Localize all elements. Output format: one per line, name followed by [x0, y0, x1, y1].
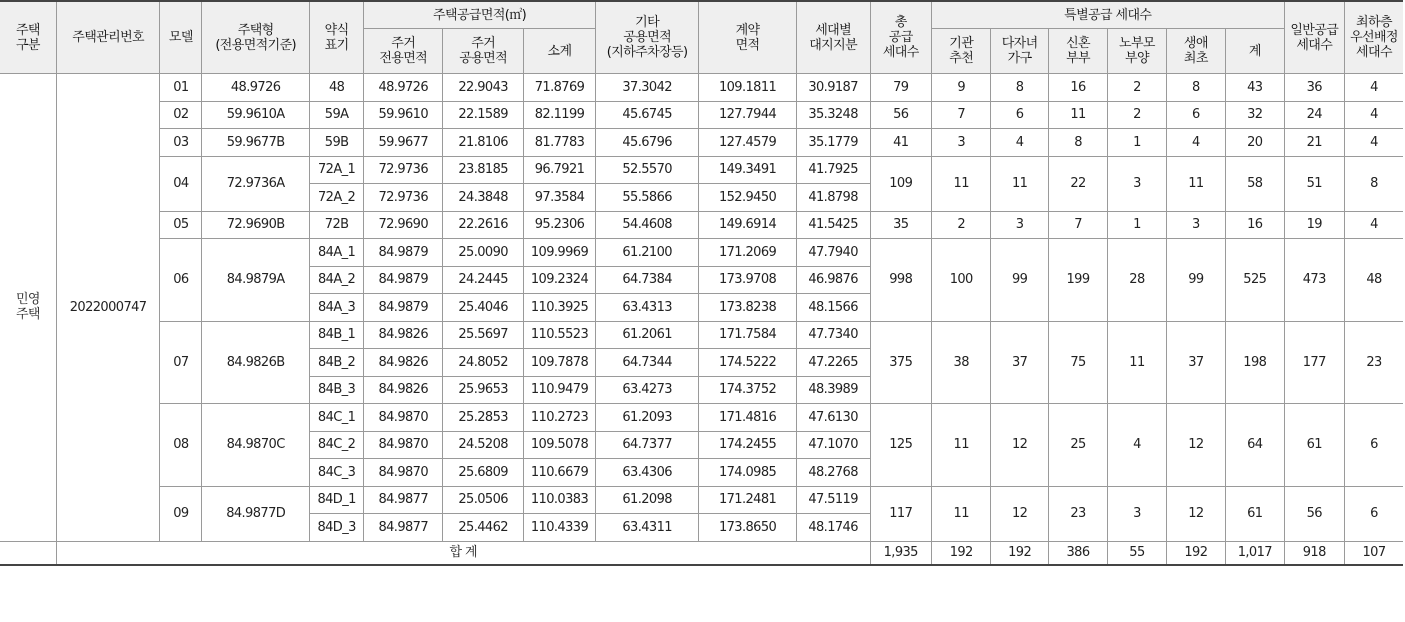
abbr-cell: 84B_1 [309, 321, 363, 349]
low-floor-cell: 48 [1344, 239, 1403, 322]
first-life-cell: 4 [1166, 129, 1225, 157]
multi-child-cell: 37 [991, 321, 1048, 404]
multi-child-cell: 12 [991, 404, 1048, 487]
newlywed-cell: 25 [1048, 404, 1107, 487]
common-area-cell: 21.8106 [443, 129, 524, 157]
housing-size-cell: 84.9870C [202, 404, 310, 487]
contract-area-cell: 149.3491 [699, 156, 796, 184]
institution-cell: 38 [932, 321, 991, 404]
general-supply-cell: 19 [1284, 211, 1344, 239]
low-floor-cell: 4 [1344, 101, 1403, 129]
total-label: 합 계 [56, 541, 870, 565]
table-row [0, 486, 1403, 514]
contract-area-cell: 109.1811 [699, 74, 796, 102]
abbr-cell: 59B [309, 129, 363, 157]
first-life-cell: 99 [1166, 239, 1225, 322]
other-common-cell: 61.2093 [595, 404, 699, 432]
special-total-cell: 61 [1226, 486, 1284, 541]
general-supply-cell: 177 [1284, 321, 1344, 404]
multi-child-cell: 6 [991, 101, 1048, 129]
common-area-cell: 25.5697 [443, 321, 524, 349]
newlywed-cell: 75 [1048, 321, 1107, 404]
multi-child-cell: 8 [991, 74, 1048, 102]
table-row [0, 239, 1403, 267]
total-supply-cell: 375 [870, 321, 931, 404]
housing-size-cell: 72.9736A [202, 156, 310, 211]
general-supply-cell: 61 [1284, 404, 1344, 487]
special-total-cell: 43 [1226, 74, 1284, 102]
multi-child-cell: 3 [991, 211, 1048, 239]
land-share-cell: 41.7925 [796, 156, 870, 184]
subtotal-cell: 110.4339 [524, 514, 596, 542]
other-common-cell: 54.4608 [595, 211, 699, 239]
header-common: 주거 공용면적 [443, 29, 524, 74]
land-share-cell: 46.9876 [796, 266, 870, 294]
table-row [0, 321, 1403, 349]
other-common-cell: 64.7344 [595, 349, 699, 377]
contract-area-cell: 174.3752 [699, 376, 796, 404]
total-supply-cell: 41 [870, 129, 931, 157]
exclusive-area-cell: 84.9879 [364, 239, 443, 267]
header-general: 일반공급 세대수 [1284, 1, 1344, 74]
common-area-cell: 22.9043 [443, 74, 524, 102]
common-area-cell: 25.2853 [443, 404, 524, 432]
abbr-cell: 48 [309, 74, 363, 102]
abbr-cell: 84C_2 [309, 431, 363, 459]
common-area-cell: 25.4046 [443, 294, 524, 322]
contract-area-cell: 174.2455 [699, 431, 796, 459]
header-newlywed: 신혼 부부 [1048, 29, 1107, 74]
newlywed-cell: 8 [1048, 129, 1107, 157]
general-supply-cell: 36 [1284, 74, 1344, 102]
multi-child-cell: 12 [991, 486, 1048, 541]
model-cell: 08 [160, 404, 202, 487]
total-supply-cell: 79 [870, 74, 931, 102]
first-life-cell: 6 [1166, 101, 1225, 129]
elderly-cell: 2 [1108, 101, 1166, 129]
exclusive-area-cell: 84.9879 [364, 294, 443, 322]
model-cell: 06 [160, 239, 202, 322]
newlywed-cell: 11 [1048, 101, 1107, 129]
other-common-cell: 45.6796 [595, 129, 699, 157]
model-cell: 09 [160, 486, 202, 541]
institution-cell: 11 [932, 486, 991, 541]
land-share-cell: 30.9187 [796, 74, 870, 102]
mgmt-no-cell: 2022000747 [56, 74, 160, 542]
header-special: 특별공급 세대수 [932, 1, 1285, 29]
general-supply-cell: 24 [1284, 101, 1344, 129]
other-common-cell: 45.6745 [595, 101, 699, 129]
table-body [0, 74, 1403, 542]
exclusive-area-cell: 84.9879 [364, 266, 443, 294]
special-total-cell: 20 [1226, 129, 1284, 157]
land-share-cell: 47.2265 [796, 349, 870, 377]
exclusive-area-cell: 84.9870 [364, 431, 443, 459]
contract-area-cell: 152.9450 [699, 184, 796, 212]
multi-child-cell: 4 [991, 129, 1048, 157]
exclusive-area-cell: 84.9826 [364, 321, 443, 349]
land-share-cell: 47.7340 [796, 321, 870, 349]
newlywed-cell: 23 [1048, 486, 1107, 541]
first-life-cell: 3 [1166, 211, 1225, 239]
special-total-cell: 16 [1226, 211, 1284, 239]
header-elderly: 노부모 부양 [1108, 29, 1166, 74]
exclusive-area-cell: 84.9870 [364, 459, 443, 487]
contract-area-cell: 171.2481 [699, 486, 796, 514]
header-total-supply: 총 공급 세대수 [870, 1, 931, 74]
low-floor-cell: 6 [1344, 404, 1403, 487]
model-cell: 02 [160, 101, 202, 129]
multi-child-cell: 11 [991, 156, 1048, 211]
model-cell: 01 [160, 74, 202, 102]
newlywed-cell: 199 [1048, 239, 1107, 322]
elderly-cell: 4 [1108, 404, 1166, 487]
other-common-cell: 52.5570 [595, 156, 699, 184]
institution-cell: 3 [932, 129, 991, 157]
total-supply-cell: 56 [870, 101, 931, 129]
abbr-cell: 72B [309, 211, 363, 239]
first-life-cell: 12 [1166, 486, 1225, 541]
other-common-cell: 63.4311 [595, 514, 699, 542]
special-total-cell: 198 [1226, 321, 1284, 404]
newlywed-cell: 16 [1048, 74, 1107, 102]
contract-area-cell: 174.5222 [699, 349, 796, 377]
header-abbr: 약식 표기 [309, 1, 363, 74]
special-total-cell: 58 [1226, 156, 1284, 211]
common-area-cell: 22.1589 [443, 101, 524, 129]
abbr-cell: 84B_3 [309, 376, 363, 404]
header-subtotal: 소계 [524, 29, 596, 74]
total-low-floor: 107 [1344, 541, 1403, 565]
exclusive-area-cell: 72.9690 [364, 211, 443, 239]
subtotal-cell: 110.0383 [524, 486, 596, 514]
header-model: 모델 [160, 1, 202, 74]
contract-area-cell: 171.4816 [699, 404, 796, 432]
table-row [0, 101, 1403, 129]
total-supply-cell: 109 [870, 156, 931, 211]
abbr-cell: 84D_3 [309, 514, 363, 542]
header-institution: 기관 추천 [932, 29, 991, 74]
general-supply-cell: 473 [1284, 239, 1344, 322]
contract-area-cell: 171.7584 [699, 321, 796, 349]
institution-cell: 11 [932, 404, 991, 487]
subtotal-cell: 81.7783 [524, 129, 596, 157]
land-share-cell: 35.3248 [796, 101, 870, 129]
land-share-cell: 47.7940 [796, 239, 870, 267]
common-area-cell: 24.8052 [443, 349, 524, 377]
header-multi-child: 다자녀 가구 [991, 29, 1048, 74]
total-supply-cell: 35 [870, 211, 931, 239]
common-area-cell: 23.8185 [443, 156, 524, 184]
common-area-cell: 25.4462 [443, 514, 524, 542]
common-area-cell: 25.9653 [443, 376, 524, 404]
contract-area-cell: 149.6914 [699, 211, 796, 239]
header-mgmt-no: 주택관리번호 [56, 1, 160, 74]
header-housing-size: 주택형 (전용면적기준) [202, 1, 310, 74]
abbr-cell: 72A_2 [309, 184, 363, 212]
contract-area-cell: 174.0985 [699, 459, 796, 487]
total-elderly: 55 [1108, 541, 1166, 565]
other-common-cell: 61.2061 [595, 321, 699, 349]
total-blank [0, 541, 56, 565]
institution-cell: 2 [932, 211, 991, 239]
housing-size-cell: 84.9877D [202, 486, 310, 541]
institution-cell: 100 [932, 239, 991, 322]
exclusive-area-cell: 84.9826 [364, 376, 443, 404]
elderly-cell: 3 [1108, 156, 1166, 211]
exclusive-area-cell: 72.9736 [364, 156, 443, 184]
model-cell: 05 [160, 211, 202, 239]
abbr-cell: 84A_2 [309, 266, 363, 294]
housing-size-cell: 59.9677B [202, 129, 310, 157]
abbr-cell: 84D_1 [309, 486, 363, 514]
table-row [0, 156, 1403, 184]
table-row [0, 129, 1403, 157]
header-low-floor: 최하층 우선배정 세대수 [1344, 1, 1403, 74]
total-multi-child: 192 [991, 541, 1048, 565]
subtotal-cell: 110.6679 [524, 459, 596, 487]
subtotal-cell: 110.5523 [524, 321, 596, 349]
header-special-total: 계 [1226, 29, 1284, 74]
other-common-cell: 61.2100 [595, 239, 699, 267]
exclusive-area-cell: 59.9677 [364, 129, 443, 157]
exclusive-area-cell: 72.9736 [364, 184, 443, 212]
elderly-cell: 2 [1108, 74, 1166, 102]
exclusive-area-cell: 84.9870 [364, 404, 443, 432]
land-share-cell: 48.1566 [796, 294, 870, 322]
subtotal-cell: 109.9969 [524, 239, 596, 267]
exclusive-area-cell: 84.9877 [364, 486, 443, 514]
contract-area-cell: 173.8238 [699, 294, 796, 322]
subtotal-cell: 109.7878 [524, 349, 596, 377]
special-total-cell: 64 [1226, 404, 1284, 487]
other-common-cell: 64.7377 [595, 431, 699, 459]
exclusive-area-cell: 59.9610 [364, 101, 443, 129]
subtotal-cell: 110.3925 [524, 294, 596, 322]
other-common-cell: 63.4306 [595, 459, 699, 487]
other-common-cell: 64.7384 [595, 266, 699, 294]
total-supply-cell: 998 [870, 239, 931, 322]
housing-size-cell: 72.9690B [202, 211, 310, 239]
newlywed-cell: 22 [1048, 156, 1107, 211]
first-life-cell: 12 [1166, 404, 1225, 487]
housing-size-cell: 48.9726 [202, 74, 310, 102]
subtotal-cell: 96.7921 [524, 156, 596, 184]
abbr-cell: 84C_1 [309, 404, 363, 432]
low-floor-cell: 8 [1344, 156, 1403, 211]
land-share-cell: 48.2768 [796, 459, 870, 487]
institution-cell: 11 [932, 156, 991, 211]
contract-area-cell: 173.9708 [699, 266, 796, 294]
general-supply-cell: 51 [1284, 156, 1344, 211]
total-supply: 1,935 [870, 541, 931, 565]
subtotal-cell: 71.8769 [524, 74, 596, 102]
subtotal-cell: 82.1199 [524, 101, 596, 129]
housing-type-cell: 민영 주택 [0, 74, 56, 542]
table-row [0, 74, 1403, 102]
header-supply-area: 주택공급면적(㎡) [364, 1, 596, 29]
common-area-cell: 24.3848 [443, 184, 524, 212]
elderly-cell: 3 [1108, 486, 1166, 541]
low-floor-cell: 23 [1344, 321, 1403, 404]
land-share-cell: 48.1746 [796, 514, 870, 542]
table-row [0, 211, 1403, 239]
common-area-cell: 24.2445 [443, 266, 524, 294]
header-other-common: 기타 공용면적 (지하주차장등) [595, 1, 699, 74]
low-floor-cell: 4 [1344, 74, 1403, 102]
header-housing-type: 주택 구분 [0, 1, 56, 74]
subtotal-cell: 110.9479 [524, 376, 596, 404]
header-contract-area: 계약 면적 [699, 1, 796, 74]
exclusive-area-cell: 84.9826 [364, 349, 443, 377]
model-cell: 07 [160, 321, 202, 404]
header-land-share: 세대별 대지지분 [796, 1, 870, 74]
abbr-cell: 84A_1 [309, 239, 363, 267]
multi-child-cell: 99 [991, 239, 1048, 322]
land-share-cell: 47.1070 [796, 431, 870, 459]
other-common-cell: 37.3042 [595, 74, 699, 102]
abbr-cell: 72A_1 [309, 156, 363, 184]
abbr-cell: 84B_2 [309, 349, 363, 377]
total-institution: 192 [932, 541, 991, 565]
subtotal-cell: 109.5078 [524, 431, 596, 459]
subtotal-cell: 95.2306 [524, 211, 596, 239]
abbr-cell: 59A [309, 101, 363, 129]
other-common-cell: 61.2098 [595, 486, 699, 514]
newlywed-cell: 7 [1048, 211, 1107, 239]
institution-cell: 9 [932, 74, 991, 102]
land-share-cell: 47.6130 [796, 404, 870, 432]
subtotal-cell: 110.2723 [524, 404, 596, 432]
institution-cell: 7 [932, 101, 991, 129]
contract-area-cell: 173.8650 [699, 514, 796, 542]
header-first-life: 생애 최초 [1166, 29, 1225, 74]
low-floor-cell: 4 [1344, 129, 1403, 157]
other-common-cell: 63.4313 [595, 294, 699, 322]
subtotal-cell: 109.2324 [524, 266, 596, 294]
first-life-cell: 8 [1166, 74, 1225, 102]
low-floor-cell: 6 [1344, 486, 1403, 541]
elderly-cell: 1 [1108, 211, 1166, 239]
total-special: 1,017 [1226, 541, 1284, 565]
housing-size-cell: 59.9610A [202, 101, 310, 129]
elderly-cell: 11 [1108, 321, 1166, 404]
land-share-cell: 41.8798 [796, 184, 870, 212]
subtotal-cell: 97.3584 [524, 184, 596, 212]
common-area-cell: 25.6809 [443, 459, 524, 487]
land-share-cell: 35.1779 [796, 129, 870, 157]
other-common-cell: 63.4273 [595, 376, 699, 404]
total-supply-cell: 125 [870, 404, 931, 487]
table-row [0, 404, 1403, 432]
total-supply-cell: 117 [870, 486, 931, 541]
exclusive-area-cell: 84.9877 [364, 514, 443, 542]
contract-area-cell: 171.2069 [699, 239, 796, 267]
special-total-cell: 32 [1226, 101, 1284, 129]
elderly-cell: 28 [1108, 239, 1166, 322]
total-general: 918 [1284, 541, 1344, 565]
header-exclusive: 주거 전용면적 [364, 29, 443, 74]
total-newlywed: 386 [1048, 541, 1107, 565]
land-share-cell: 48.3989 [796, 376, 870, 404]
housing-size-cell: 84.9826B [202, 321, 310, 404]
contract-area-cell: 127.7944 [699, 101, 796, 129]
land-share-cell: 47.5119 [796, 486, 870, 514]
general-supply-cell: 21 [1284, 129, 1344, 157]
other-common-cell: 55.5866 [595, 184, 699, 212]
elderly-cell: 1 [1108, 129, 1166, 157]
model-cell: 04 [160, 156, 202, 211]
total-first-life: 192 [1166, 541, 1225, 565]
land-share-cell: 41.5425 [796, 211, 870, 239]
common-area-cell: 22.2616 [443, 211, 524, 239]
total-row [0, 541, 1403, 565]
first-life-cell: 37 [1166, 321, 1225, 404]
housing-size-cell: 84.9879A [202, 239, 310, 322]
contract-area-cell: 127.4579 [699, 129, 796, 157]
common-area-cell: 25.0506 [443, 486, 524, 514]
common-area-cell: 24.5208 [443, 431, 524, 459]
first-life-cell: 11 [1166, 156, 1225, 211]
general-supply-cell: 56 [1284, 486, 1344, 541]
exclusive-area-cell: 48.9726 [364, 74, 443, 102]
low-floor-cell: 4 [1344, 211, 1403, 239]
abbr-cell: 84C_3 [309, 459, 363, 487]
special-total-cell: 525 [1226, 239, 1284, 322]
common-area-cell: 25.0090 [443, 239, 524, 267]
model-cell: 03 [160, 129, 202, 157]
abbr-cell: 84A_3 [309, 294, 363, 322]
